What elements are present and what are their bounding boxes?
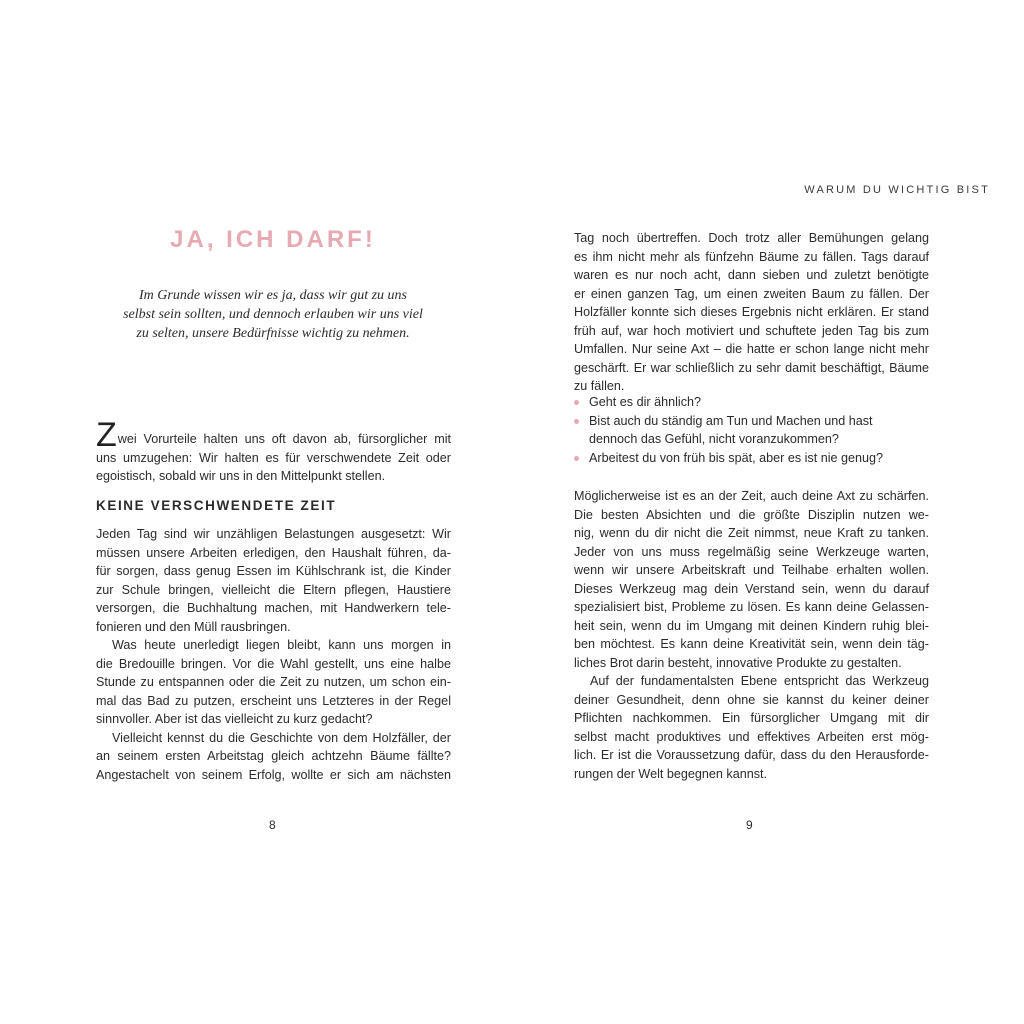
text-line: Jeder von uns muss regelmäßig seine Werkzeuge warten, [574,544,929,559]
list-item [574,393,929,412]
text-line: Vielleicht kennst du die Geschichte von dem Holzfäller, der [112,730,451,745]
list-item-text: Geht es dir ähnlich? [589,395,702,409]
closing-paragraphs [574,487,929,783]
story-continuation [574,229,929,396]
bullet-dot-icon [574,400,579,405]
text-line: Umfallen. Nur seine Axt – die hatte er schon lange nicht mehr [574,342,929,356]
section-heading: KEINE VERSCHWENDETE ZEIT [96,498,337,513]
question-list [574,393,929,467]
text-line: die Bredouille bringen. Vor die Wahl gestellt, uns eine halbe [96,656,451,671]
text-line: Pflichten nachkommen. Ein fürsorglicher Umgang mit dir [574,711,929,725]
text-line: wenn wir unsere Arbeitskraft und Teilhabe erhalten wollen. [574,563,929,577]
text-line: an seinem ersten Arbeitstag gleich achtzehn Bäume fällte? [96,749,451,763]
chapter-title: JA, ICH DARF! [170,226,376,253]
text-line: Möglicherweise ist es an der Zeit, auch deine Axt zu schärfen. [574,489,929,503]
text-line: er einen ganzen Tag, um einen zweiten Baum zu fällen. Der [574,286,929,301]
text-line: selbst macht produktives und effektives Arbeiten erst mög- [574,729,929,744]
text-line: ben möchtest. Es kann deine Kreativität sein, wenn dein täg- [574,637,929,651]
list-item [574,449,929,468]
text-line: Was heute unerledigt liegen bleibt, kann uns morgen in [112,638,451,652]
text-line: lich. Er ist die Voraussetzung dafür, dass du den Herausforde- [574,748,929,762]
text-line: egoistisch, sobald wir uns in den Mittelpunkt stellen. [96,469,386,483]
text-line: Angestachelt von seinem Erfolg, wollte er sich am nächsten [96,767,451,782]
text-line: Die besten Absichten und die größte Disziplin nutzen we- [574,507,929,522]
page-number-right: 9 [746,818,753,832]
text-line: spezialisiert bist, Probleme zu lösen. Es kann deine Gelassen- [574,600,929,614]
text-line: rungen der Welt begegnen kannst. [574,766,768,781]
text-line: es ihm nicht mehr als fünfzehn Bäume zu fällen. Tags darauf [574,249,929,264]
list-item-text: Bist auch du ständig am Tun und Machen und hast [589,413,873,428]
text-line: Jeden Tag sind wir unzähligen Belastungen ausgesetzt: Wir [96,527,451,541]
page-number-left: 8 [269,818,276,832]
text-line: liches Brot darin besteht, innovative Produkte zu gestalten. [574,655,902,670]
text-line: Tag noch übertreffen. Doch trotz aller Bemühungen gelang [574,231,929,245]
text-line: waren es nur noch acht, dann sieben und zuletzt benötigte [574,268,929,282]
list-item-text: Arbeitest du von früh bis spät, aber es ist nie genug? [589,450,884,465]
text-line: heit sein, wenn du im Umgang mit deinen Kindern ruhig blei- [574,618,929,633]
list-item [574,412,929,449]
bullet-dot-icon [574,419,579,424]
text-line: geschärft. Er war schließlich zu sehr damit beschäftigt, Bäume [574,360,929,375]
text-line: mal das Bad zu putzen, erscheint uns Letzteres in der Regel [96,693,451,708]
text-line: nig, wenn du dir nicht die Zeit nimmst, neue Kraft zu tanken. [574,526,929,540]
running-head: WARUM DU WICHTIG BIST [804,184,990,196]
text-line: Dieses Werkzeug mag dein Verstand sein, wenn du darauf [574,581,929,596]
intro-line: Im Grunde wissen wir es ja, dass wir gut zu uns [139,288,407,303]
list-item-text: dennoch das Gefühl, nicht voranzukommen? [589,432,839,446]
text-line: müssen unsere Arbeiten erledigen, den Haushalt führen, da- [96,545,451,560]
text-line: sinnvoller. Aber ist das vielleicht zu kurz gedacht? [96,712,373,726]
drop-cap: Z [96,416,117,454]
text-line: versorgen, die Buchhaltung machen, mit Handwerkern tele- [96,601,451,615]
text-line: deiner Gesundheit, denn ohne sie kannst du keiner deiner [574,692,929,707]
chapter-intro [96,286,450,343]
text-line: Holzfäller konnte sich dieses Ergebnis nicht erklären. Er stand [574,305,929,319]
text-line: Auf der fundamentalsten Ebene entspricht das Werkzeug [590,674,929,688]
text-line: zu fällen. [574,379,625,393]
intro-line: zu selten, unsere Bedürfnisse wichtig zu nehmen. [136,326,410,341]
bullet-dot-icon [574,456,579,461]
text-line [96,416,451,454]
intro-line: selbst sein sollten, und dennoch erlauben wir uns viel [123,307,423,322]
text-line: Stunde zu entspannen oder die Zeit zu nutzen, um schon ein- [96,675,451,689]
opening-paragraph [96,416,451,486]
text-line: uns umzugehen: Wir halten es für verschwendete Zeit oder [96,450,451,465]
text-line: fonieren und den Müll rausbringen. [96,619,291,634]
text-line: zur Schule bringen, vielleicht die Eltern pflegen, Haustiere [96,582,451,597]
text-line: für sorgen, dass genug Essen im Kühlschrank ist, die Kinder [96,564,451,578]
section-body [96,525,451,784]
text-line: früh auf, war hoch motiviert und schuftete jeden Tag bis zum [574,323,929,338]
opening-first-line: wei Vorurteile halten uns oft davon ab, fürsorglicher mit [117,432,451,446]
